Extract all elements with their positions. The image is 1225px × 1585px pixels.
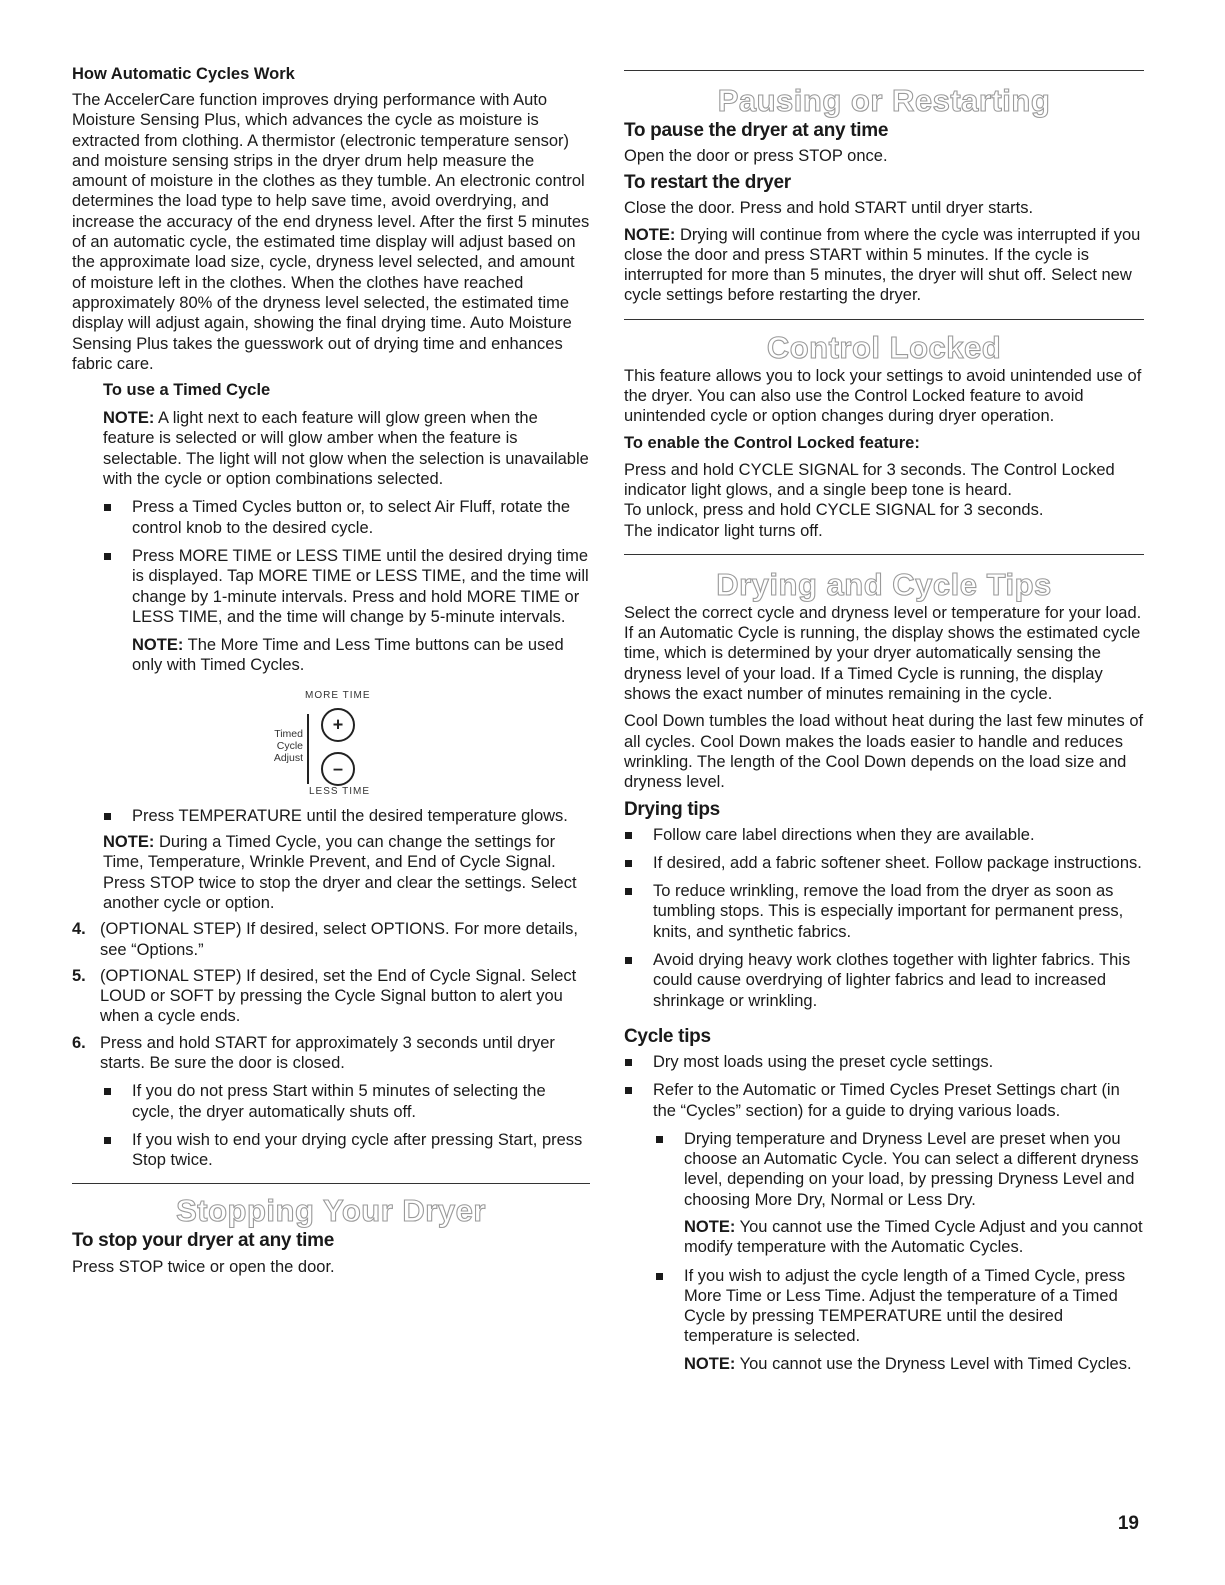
stop-dryer-heading: To stop your dryer at any time <box>72 1230 334 1252</box>
restart-note: NOTE: Drying will continue from where the cycle was interrupted if you close the door and press START within 5 minutes. If the cycle is interrupted for more than 5 minutes, the dryer will shut off. Select new cycle settings before restarting the dryer. <box>624 225 1141 305</box>
bullet-icon <box>656 1273 663 1280</box>
more-time-label: MORE TIME <box>305 689 371 701</box>
bullet-icon <box>625 860 632 867</box>
timed-note: NOTE: A light next to each feature will glow green when the feature is selected or will glow amber when the feature is selectable. The light will not glow when the selection is unavailable with the cycle or option combinations selected. <box>103 409 589 489</box>
minus-icon: – <box>332 758 344 779</box>
tips-intro: Select the correct cycle and dryness level or temperature for your load. If an Automatic Cycle is running, the display shows the estimated cycle time, which is determined by your dryer automatically sensing the dryness level of your load. If a Timed Cycle is running, the display shows the exact number of minutes remaining in the cycle. <box>624 603 1142 704</box>
how-automatic-cycles-heading: How Automatic Cycles Work <box>72 65 295 83</box>
timed-cycle-adjust-label: Timed Cycle Adjust <box>273 727 303 764</box>
bullet-icon <box>625 957 632 964</box>
list-item: Follow care label directions when they are available. <box>624 825 1144 845</box>
step-6: 6. Press and hold START for approximately 3 seconds until dryer starts. Be sure the door is closed. <box>72 1033 555 1072</box>
left-column <box>72 64 590 1278</box>
enable-control-locked-text: Press and hold CYCLE SIGNAL for 3 seconds. The Control Locked indicator light glows, and a single beep tone is heard. <box>624 460 1115 499</box>
bullet-icon <box>104 553 111 560</box>
pausing-restarting-title: Pausing or Restarting <box>717 83 1051 118</box>
divider-bar <box>307 714 309 784</box>
stopping-your-dryer-title: Stopping Your Dryer <box>176 1193 486 1229</box>
pause-heading: To pause the dryer at any time <box>624 120 889 141</box>
timed-cycle-note: NOTE: During a Timed Cycle, you can change the settings for Time, Temperature, Wrinkle Prevent, and End of Cycle Signal. Press STOP twice to stop the dryer and clear the settings. Select another cycle or option. <box>103 833 577 912</box>
bullet-icon <box>625 1087 632 1094</box>
list-item: If you wish to end your drying cycle after pressing Start, press Stop twice. <box>103 1130 590 1171</box>
less-time-label: LESS TIME <box>309 785 371 797</box>
bullet-icon <box>104 1137 111 1144</box>
bullet-icon <box>104 504 111 511</box>
plus-icon: + <box>332 714 344 735</box>
automatic-cycle-note: NOTE: You cannot use the Timed Cycle Adjust and you cannot modify temperature with the Automatic Cycles. <box>684 1217 1143 1257</box>
control-locked-text: This feature allows you to lock your settings to avoid unintended use of the dryer. You can also use the Control Locked feature to avoid unintended cycle or option changes during dryer operation. <box>624 366 1142 426</box>
more-time-button <box>321 708 355 742</box>
cool-down-text: Cool Down tumbles the load without heat during the last few minutes of all cycles. Cool Down makes the loads easier to handle and reduces wrinkling. The length of the Cool Down depends on the load size and dryness level. <box>624 712 1144 792</box>
section-divider <box>624 70 1144 71</box>
dryness-level-note: NOTE: You cannot use the Dryness Level with Timed Cycles. <box>684 1354 1132 1373</box>
stop-dryer-text: Press STOP twice or open the door. <box>72 1258 335 1277</box>
pause-text: Open the door or press STOP once. <box>624 147 888 165</box>
section-divider <box>624 319 1144 320</box>
more-less-note: NOTE: The More Time and Less Time buttons can be used only with Timed Cycles. <box>132 636 564 675</box>
automatic-cycles-paragraph: The AccelerCare function improves drying performance with Auto Moisture Sensing Plus, which advances the cycle as moisture is extracted from clothing. A thermistor (electronic temperature sensor) and moisture sensing strips in the dryer drum help measure the amount of moisture in the clothes as they tumble. An electronic control determines the load type to help save time, avoid overdrying, and increase the accuracy of the end dryness level. After the first 5 minutes of an automatic cycle, the estimated time display will adjust based on the approximate load size, cycle, dryness level selected, and amount of moisture left in the clothes. When the clothes have reached approximately 80% of the dryness level selected, the estimated time display will adjust again, showing the final drying time. Auto Moisture Sensing Plus takes the guesswork out of drying time and enhances fabric care. <box>72 91 590 373</box>
list-item: To reduce wrinkling, remove the load from the dryer as soon as tumbling stops. This is especially important for permanent press, knits, and synthetic fabrics. <box>624 881 1144 942</box>
bullet-icon <box>625 888 632 895</box>
control-locked-title: Control Locked <box>766 329 1002 365</box>
timed-cycle-heading: To use a Timed Cycle <box>103 381 271 400</box>
restart-heading: To restart the dryer <box>624 172 791 194</box>
bullet-icon <box>104 813 111 820</box>
section-divider <box>72 1183 590 1184</box>
less-time-button <box>321 752 355 786</box>
list-item: Dry most loads using the preset cycle settings. <box>624 1052 1144 1072</box>
bullet-icon <box>656 1136 663 1143</box>
enable-control-locked-heading: To enable the Control Locked feature: <box>624 433 920 452</box>
restart-text: Close the door. Press and hold START until dryer starts. <box>624 199 1034 218</box>
bullet-icon <box>625 1059 632 1066</box>
timed-cycle-adjust-figure <box>257 690 397 800</box>
list-item: Press MORE TIME or LESS TIME until the desired drying time is displayed. Tap MORE TIME or LESS TIME, and the time will change by 1-minute intervals. Press and hold MORE TIME or LESS TIME, and the time will change by 5-minute intervals. <box>103 546 590 627</box>
drying-cycle-tips-title: Drying and Cycle Tips <box>716 566 1052 602</box>
bullet-icon <box>625 832 632 839</box>
list-item: Press a Timed Cycles button or, to select Air Fluff, rotate the control knob to the desired cycle. <box>103 497 590 538</box>
cycle-tips-heading: Cycle tips <box>624 1025 711 1047</box>
step-5: 5. (OPTIONAL STEP) If desired, set the End of Cycle Signal. Select LOUD or SOFT by pressing the Cycle Signal button to alert you when a cycle ends. <box>72 966 577 1026</box>
unlock-text: To unlock, press and hold CYCLE SIGNAL for 3 seconds. <box>624 501 1044 520</box>
bullet-icon <box>104 1088 111 1095</box>
page-number: 19 <box>1117 1513 1139 1534</box>
drying-tips-heading: Drying tips <box>624 798 720 820</box>
indicator-off-text: The indicator light turns off. <box>624 521 823 540</box>
section-divider <box>624 554 1144 555</box>
list-item: Avoid drying heavy work clothes together with lighter fabrics. This could cause overdrying of lighter fabrics and lead to increased shrinkage or wrinkling. <box>624 950 1144 1011</box>
list-item: If you do not press Start within 5 minutes of selecting the cycle, the dryer automatically shuts off. <box>103 1081 590 1122</box>
list-item: If desired, add a fabric softener sheet. Follow package instructions. <box>624 853 1144 873</box>
list-item: Drying temperature and Dryness Level are preset when you choose an Automatic Cycle. You can select a different dryness level, depending on your load, by pressing Dryness Level and choosing More Dry, Normal or Less Dry. <box>655 1129 1144 1210</box>
list-item: Press TEMPERATURE until the desired temperature glows. <box>103 806 590 826</box>
right-column <box>624 70 1144 1374</box>
step-4: 4. (OPTIONAL STEP) If desired, select OPTIONS. For more details, see “Options.” <box>72 920 579 959</box>
list-item: Refer to the Automatic or Timed Cycles Preset Settings chart (in the “Cycles” section) for a guide to drying various loads. <box>624 1080 1144 1121</box>
list-item: If you wish to adjust the cycle length of a Timed Cycle, press More Time or Less Time. Adjust the temperature of a Timed Cycle by pressing TEMPERATURE until the desired temperature is selected. <box>655 1266 1144 1347</box>
